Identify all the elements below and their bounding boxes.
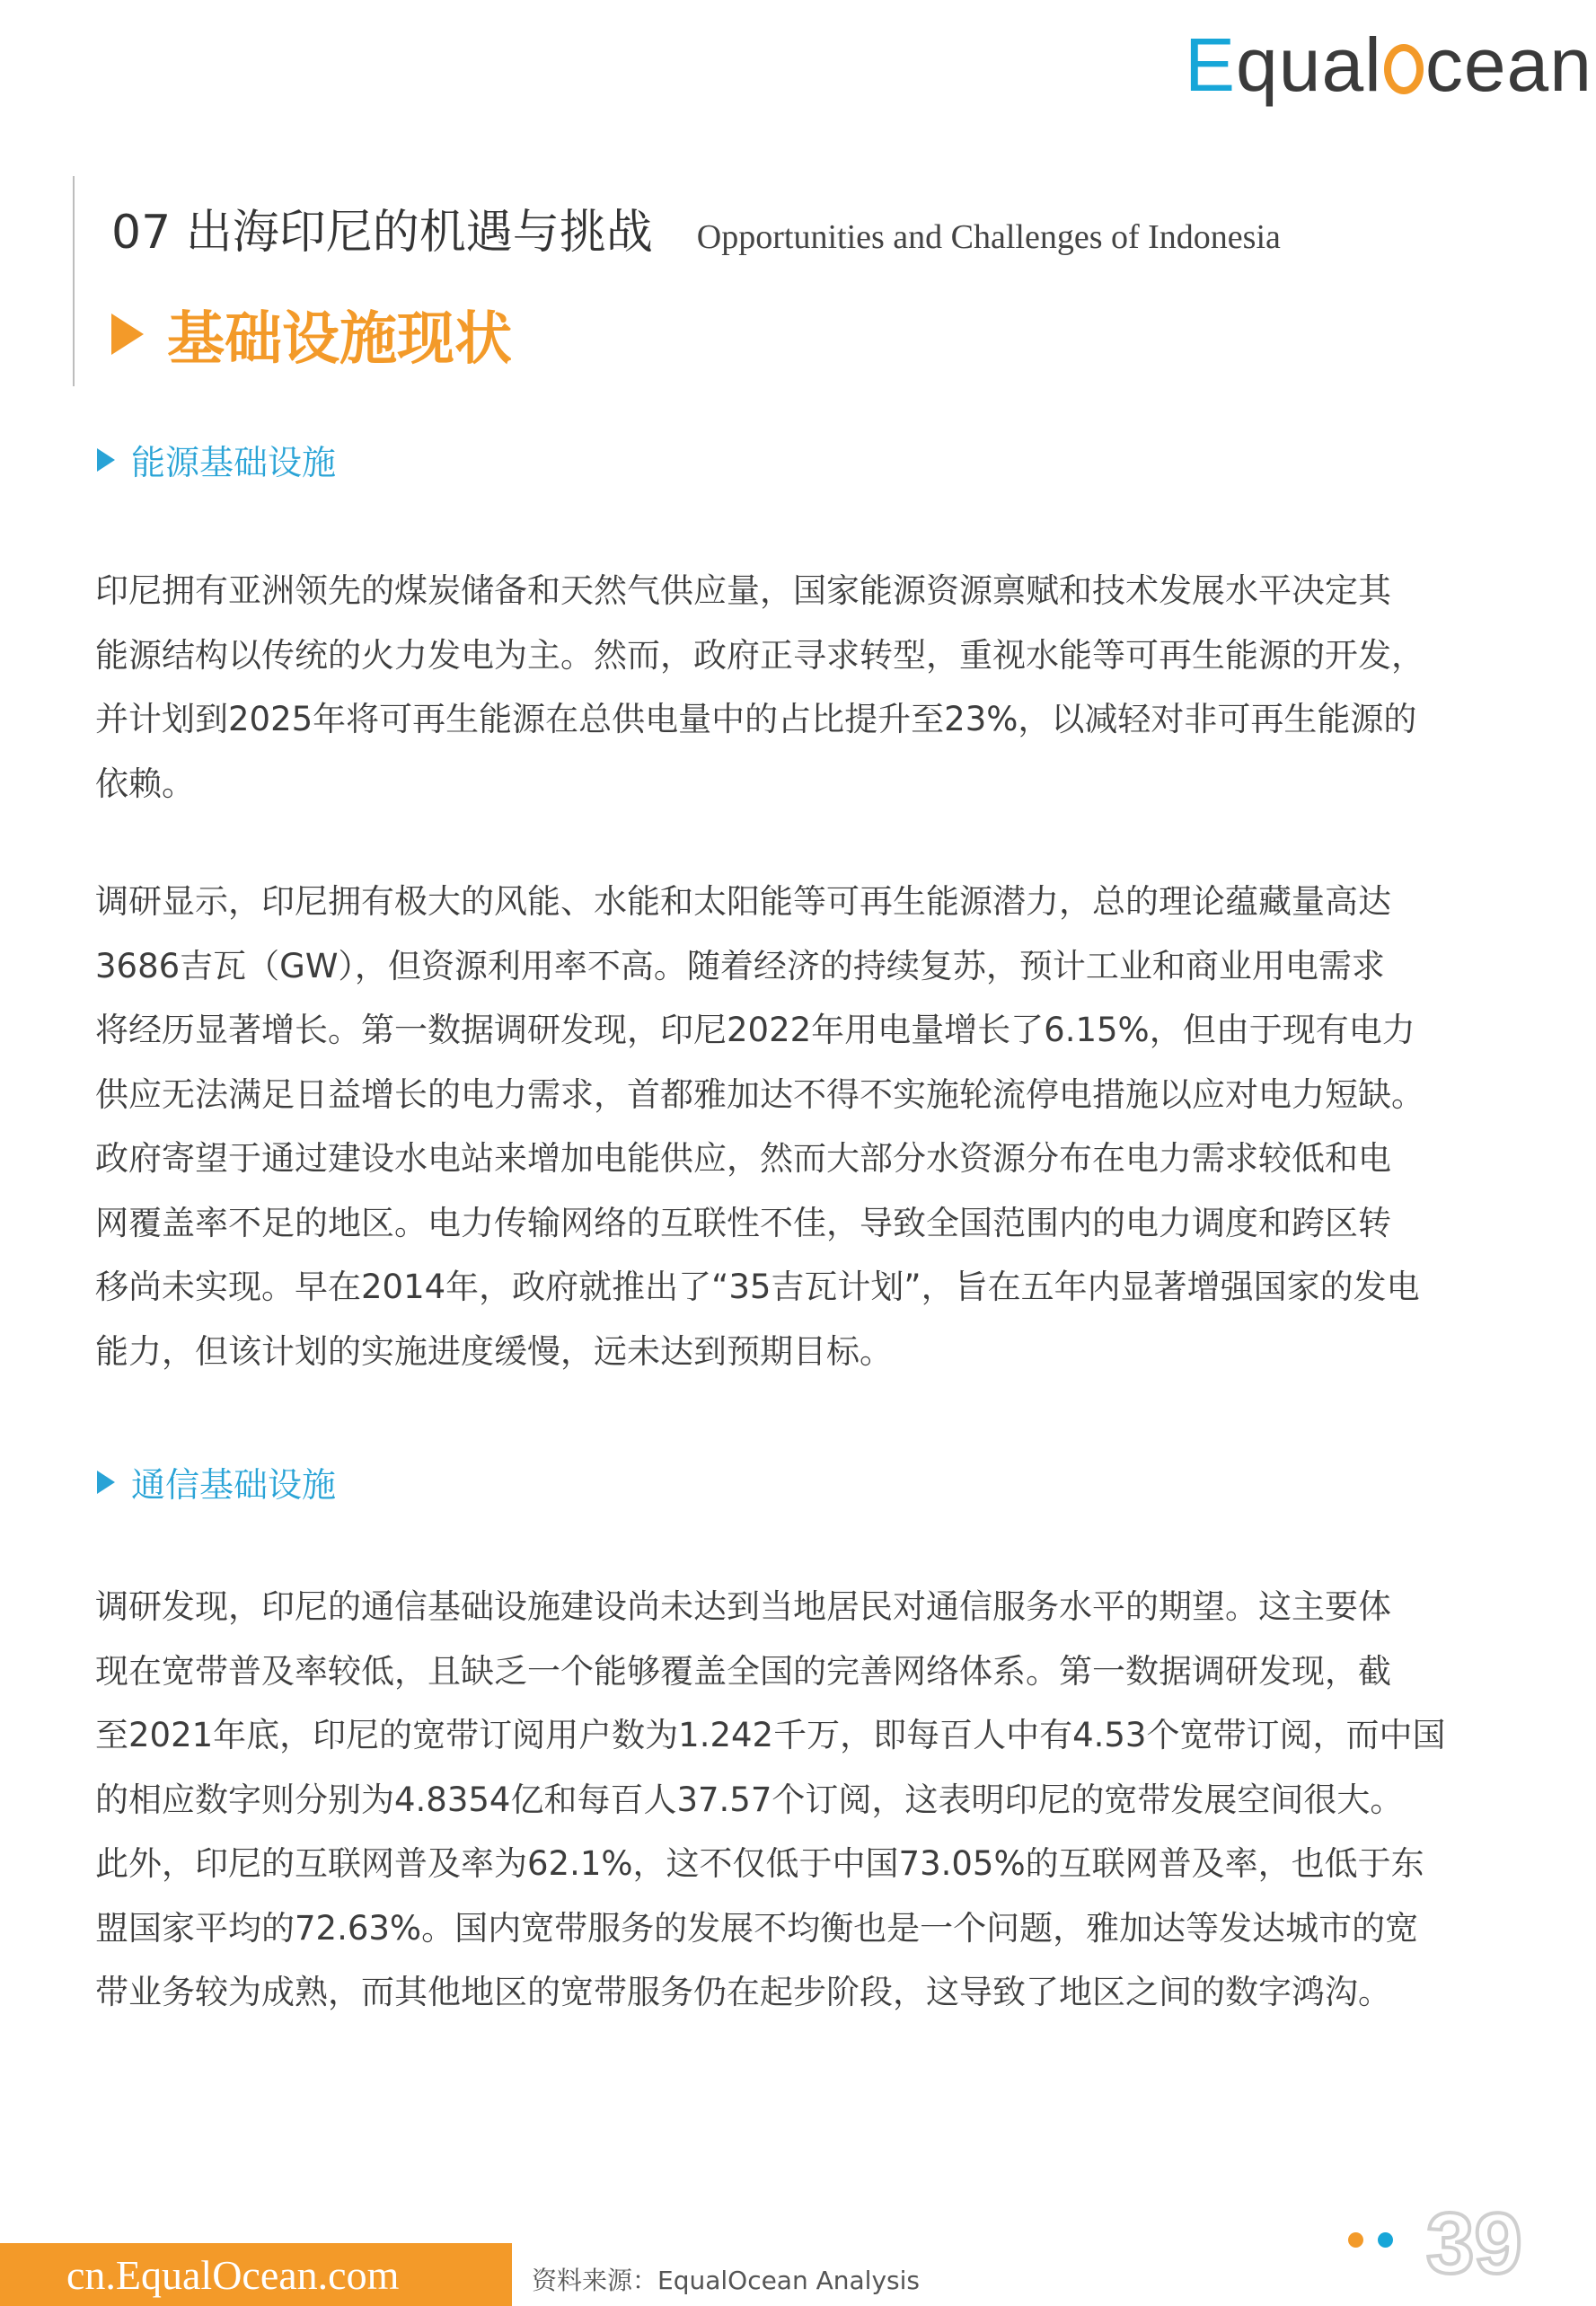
blue-dot-icon — [1378, 2232, 1393, 2248]
equalocean-logo: Equal cean — [1185, 22, 1592, 107]
chevron-right-icon — [111, 314, 144, 355]
page-title-row — [111, 293, 512, 375]
orange-dot-icon — [1348, 2232, 1363, 2248]
energy-heading: 能源基础设施 — [97, 435, 336, 484]
footer-url-link[interactable]: cn.EqualOcean.com — [0, 2243, 512, 2306]
source-note: 资料来源：EqualOcean Analysis — [532, 2266, 920, 2295]
section-title: 07 出海印尼的机遇与挑战 — [111, 206, 653, 260]
logo-ring-icon — [1384, 44, 1424, 94]
section-title-english: Opportunities and Challenges of Indonesia — [696, 218, 1281, 256]
energy-paragraph-2: 调研显示，印尼拥有极大的风能、水能和太阳能等可再生能源潜力，总的理论蕴藏量高达 3686吉瓦（GW），但资源利用率不高。随着经济的持续复苏，预计工业和商业用电需求 将经历显著增长。第一数据调研发现，印尼2022年用电量增长了6.15%，但由于现有电力 供应无法满足日益增长的电力需求，首都雅加达不得不实施轮流停电措施以应对电力短缺。 政府寄望于通过建设水电站来增加电能供应，然而大部分水资源分布在电力需求较低和电 网覆盖率不足的地区。电力传输网络的互联性不佳，导致全国范围内的电力调度和跨区转 移尚未实现。早在2014年，政府就推出了“35吉瓦计划”，旨在五年内显著增强国家的发电 能力，但该计划的实施进度缓慢，远未达到预期目标。 — [95, 882, 1424, 1371]
side-rule — [73, 176, 75, 386]
page-title: 基础设施现状 — [167, 306, 512, 373]
chevron-right-icon — [97, 448, 115, 472]
section-header — [111, 194, 1281, 261]
energy-paragraph-1: 印尼拥有亚洲领先的煤炭储备和天然气供应量，国家能源资源禀赋和技术发展水平决定其 能源结构以传统的火力发电为主。然而，政府正寻求转型，重视水能等可再生能源的开发， 并计划到2025年将可再生能源在总供电量中的占比提升至23%，以减轻对非可再生能源的 依赖。 — [95, 571, 1424, 803]
chevron-right-icon — [97, 1471, 115, 1494]
telecom-paragraph: 调研发现，印尼的通信基础设施建设尚未达到当地居民对通信服务水平的期望。这主要体 现在宽带普及率较低，且缺乏一个能够覆盖全国的完善网络体系。第一数据调研发现，截 至2021年底，印尼的宽带订阅用户数为1.242千万，即每百人中有4.53个宽带订阅，而中国 的相应数字则分别为4.8354亿和每百人37.57个订阅，这表明印尼的宽带发展空间很大。 此外，印尼的互联网普及率为62.1%，这不仅低于中国73.05%的互联网普及率，也低于东 盟国家平均的72.63%。国内宽带服务的发展不均衡也是一个问题，雅加达等发达城市的宽 带业务较为成熟，而其他地区的宽带服务仍在起步阶段，这导致了地区之间的数字鸿沟。 — [95, 1587, 1446, 2011]
telecom-heading: 通信基础设施 — [97, 1457, 336, 1506]
page-number: 39 — [1426, 2196, 1522, 2292]
